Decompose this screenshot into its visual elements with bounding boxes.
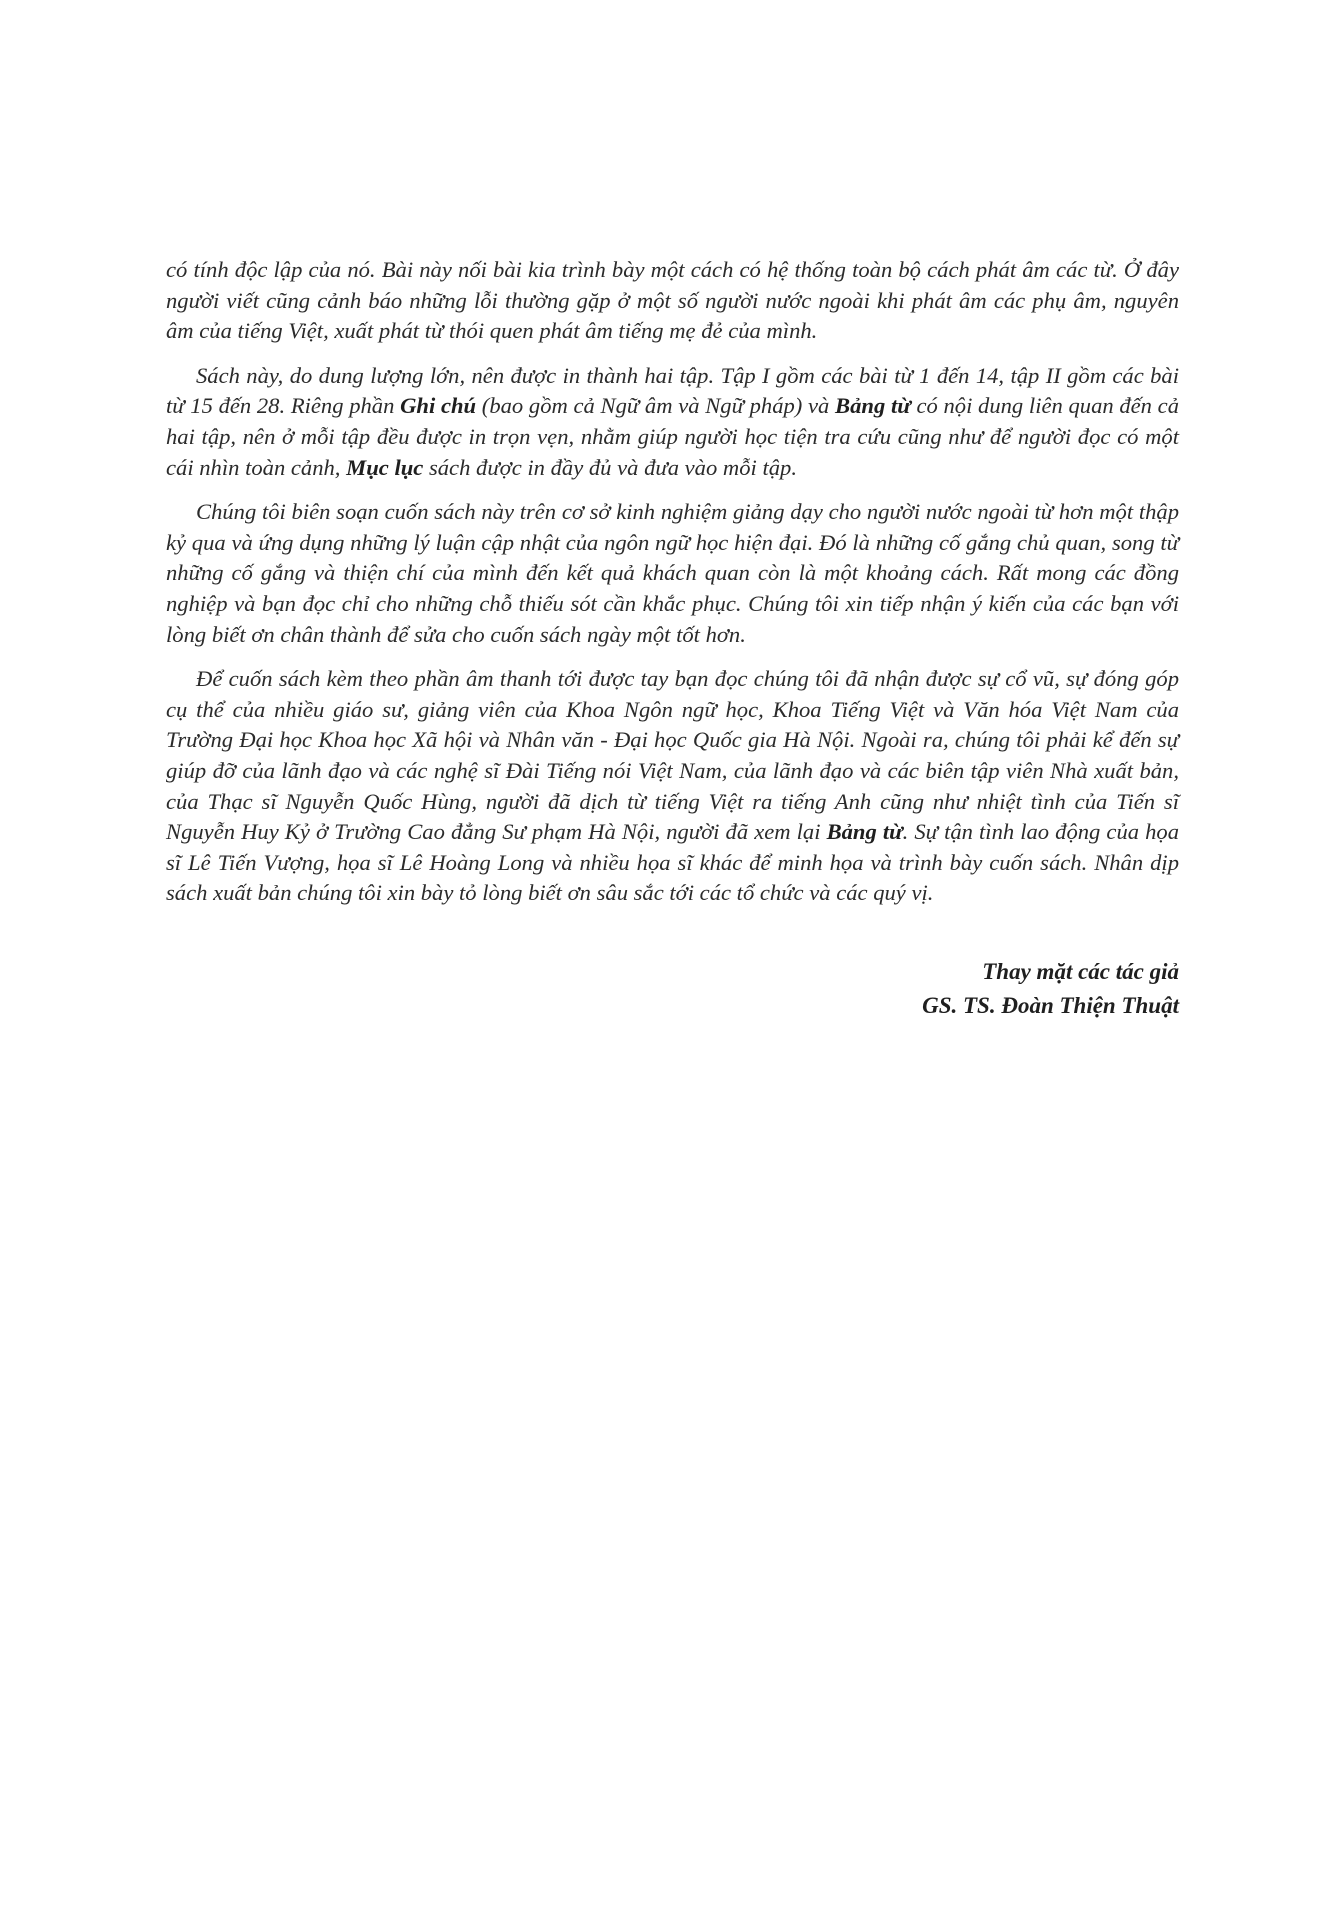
text-run: có nội dung liên quan đến cả hai tập, nên ở mỗi tập đều được in trọn vẹn, nhằm giúp người học tiện tra cứu cũng như để người đọc có một cái nhìn toàn cảnh,	[166, 393, 1179, 480]
body-text	[166, 255, 1179, 923]
bold-term: Bảng từ	[835, 393, 911, 419]
text-run: . Sự tận tình lao động của họa sĩ Lê Tiến Vượng, họa sĩ Lê Hoàng Long và nhiều họa sĩ khác để minh họa và trình bày cuốn sách. Nhân dịp sách xuất bản chúng tôi xin bày tỏ lòng biết ơn sâu sắc tới các tổ chức và các quý vị.	[166, 819, 1179, 906]
signature-block	[922, 955, 1179, 1023]
text-run: Sách này, do dung lượng lớn, nên được in thành hai tập. Tập I gồm các bài từ 1 đến 14, tập II gồm các bài từ 15 đến 28. Riêng phần	[166, 362, 1179, 419]
bold-term: Mục lục	[346, 454, 424, 480]
signature-role: Thay mặt các tác giả	[982, 959, 1179, 984]
paragraph	[166, 361, 1179, 483]
paragraph	[166, 664, 1179, 909]
text-run: (bao gồm cả Ngữ âm và Ngữ pháp) và	[476, 393, 836, 419]
bold-term: Bảng từ	[826, 819, 903, 845]
text-run: có tính độc lập của nó. Bài này nối bài kia trình bày một cách có hệ thống toàn bộ cách phát âm các từ. Ở đây người viết cũng cảnh báo những lỗi thường gặp ở một số người nước ngoài khi phát âm các phụ âm, nguyên âm của tiếng Việt, xuất phát từ thói quen phát âm tiếng mẹ đẻ của mình.	[166, 257, 1179, 344]
text-run: sách được in đầy đủ và đưa vào mỗi tập.	[423, 454, 797, 480]
text-run: Chúng tôi biên soạn cuốn sách này trên cơ sở kinh nghiệm giảng dạy cho người nước ngoài từ hơn một thập kỷ qua và ứng dụng những lý luận cập nhật của ngôn ngữ học hiện đại. Đó là những cố gắng chủ quan, song từ những cố gắng và thiện chí của mình đến kết quả khách quan còn là một khoảng cách. Rất mong các đồng nghiệp và bạn đọc chỉ cho những chỗ thiếu sót cần khắc phục. Chúng tôi xin tiếp nhận ý kiến của các bạn với lòng biết ơn chân thành để sửa cho cuốn sách ngày một tốt hơn.	[166, 499, 1179, 647]
paragraph	[166, 497, 1179, 650]
paragraph	[166, 255, 1179, 347]
signature-name: GS. TS. Đoàn Thiện Thuật	[922, 993, 1179, 1018]
bold-term: Ghi chú	[400, 393, 477, 419]
text-run: Để cuốn sách kèm theo phần âm thanh tới được tay bạn đọc chúng tôi đã nhận được sự cổ vũ, sự đóng góp cụ thể của nhiều giáo sư, giảng viên của Khoa Ngôn ngữ học, Khoa Tiếng Việt và Văn hóa Việt Nam của Trường Đại học Khoa học Xã hội và Nhân văn - Đại học Quốc gia Hà Nội. Ngoài ra, chúng tôi phải kể đến sự giúp đỡ của lãnh đạo và các nghệ sĩ Đài Tiếng nói Việt Nam, của lãnh đạo và các biên tập viên Nhà xuất bản, của Thạc sĩ Nguyễn Quốc Hùng, người đã dịch từ tiếng Việt ra tiếng Anh cũng như nhiệt tình của Tiến sĩ Nguyễn Huy Kỷ ở Trường Cao đẳng Sư phạm Hà Nội, người đã xem lại	[166, 666, 1179, 845]
